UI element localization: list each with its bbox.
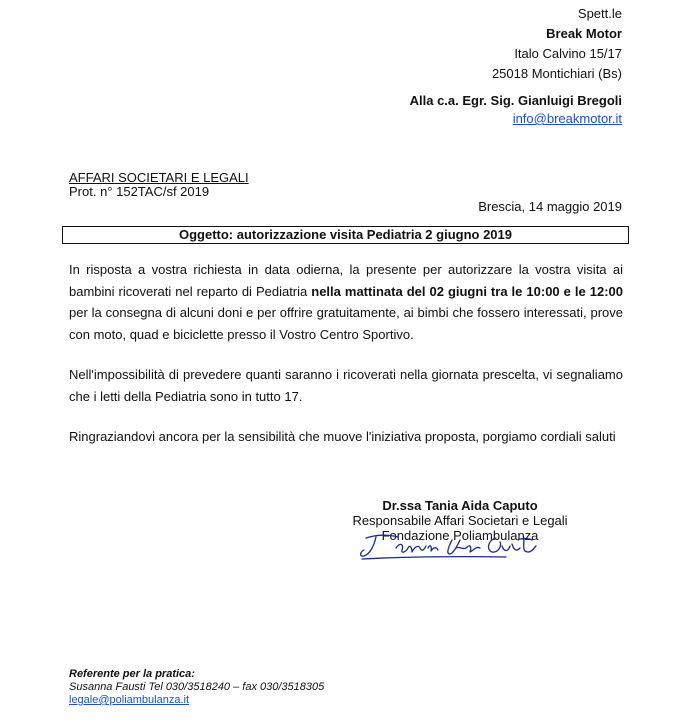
date-line: Brescia, 14 maggio 2019 (478, 199, 622, 214)
department-heading: AFFARI SOCIETARI E LEGALI (69, 170, 249, 185)
body-paragraph-1-emphasis: nella mattinata del 02 giugni tra le 10:00 e le 12:00 (311, 283, 623, 299)
recipient-block (492, 4, 622, 84)
body-paragraph-1 (69, 259, 623, 345)
body-paragraph-2: Nell'impossibilità di prevedere quanti saranno i ricoverati nella giornata prescelta, vi segnaliamo che i letti della Pediatria sono in tutto 17. (69, 367, 623, 404)
subject-box: Oggetto: autorizzazione visita Pediatria 2 giugno 2019 (62, 226, 629, 244)
body-paragraph-1-end: per la consegna di alcuni doni e per offrire gratuitamente, ai bimbi che fossero interessati, prove con moto, quad e biciclette presso il Vostro Centro Sportivo. (69, 305, 623, 342)
recipient-email-link[interactable]: info@breakmotor.it (512, 111, 622, 126)
attention-line: Alla c.a. Egr. Sig. Gianluigi Bregoli (409, 93, 622, 108)
protocol-number: Prot. n° 152TAC/sf 2019 (69, 184, 210, 199)
handwritten-signature (356, 526, 546, 566)
signatory-role: Responsabile Affari Societari e Legali (352, 513, 568, 528)
recipient-city: 25018 Montichiari (Bs) (491, 66, 622, 81)
footer-email-link[interactable]: legale@poliambulanza.it (69, 694, 190, 706)
footer-contact: Susanna Fausti Tel 030/3518240 – fax 030/3518305 (69, 681, 325, 693)
footer-reference-label: Referente per la pratica: (69, 668, 195, 680)
signatory-name: Dr.ssa Tania Aida Caputo (382, 498, 538, 513)
signatory-organization: Fondazione Poliambulanza (381, 528, 539, 543)
body-paragraph-3: Ringraziandovi ancora per la sensibilità che muove l'iniziativa proposta, porgiamo cordiali saluti (69, 429, 616, 444)
recipient-salutation: Spett.le (577, 6, 622, 21)
recipient-street: Italo Calvino 15/17 (514, 46, 622, 61)
recipient-company: Break Motor (546, 26, 622, 41)
body-paragraph-1-start: In risposta a vostra richiesta in data odierna, la presente per autorizzare la vostra visita ai bambini ricoverati nel reparto di Pediatria (69, 262, 623, 299)
